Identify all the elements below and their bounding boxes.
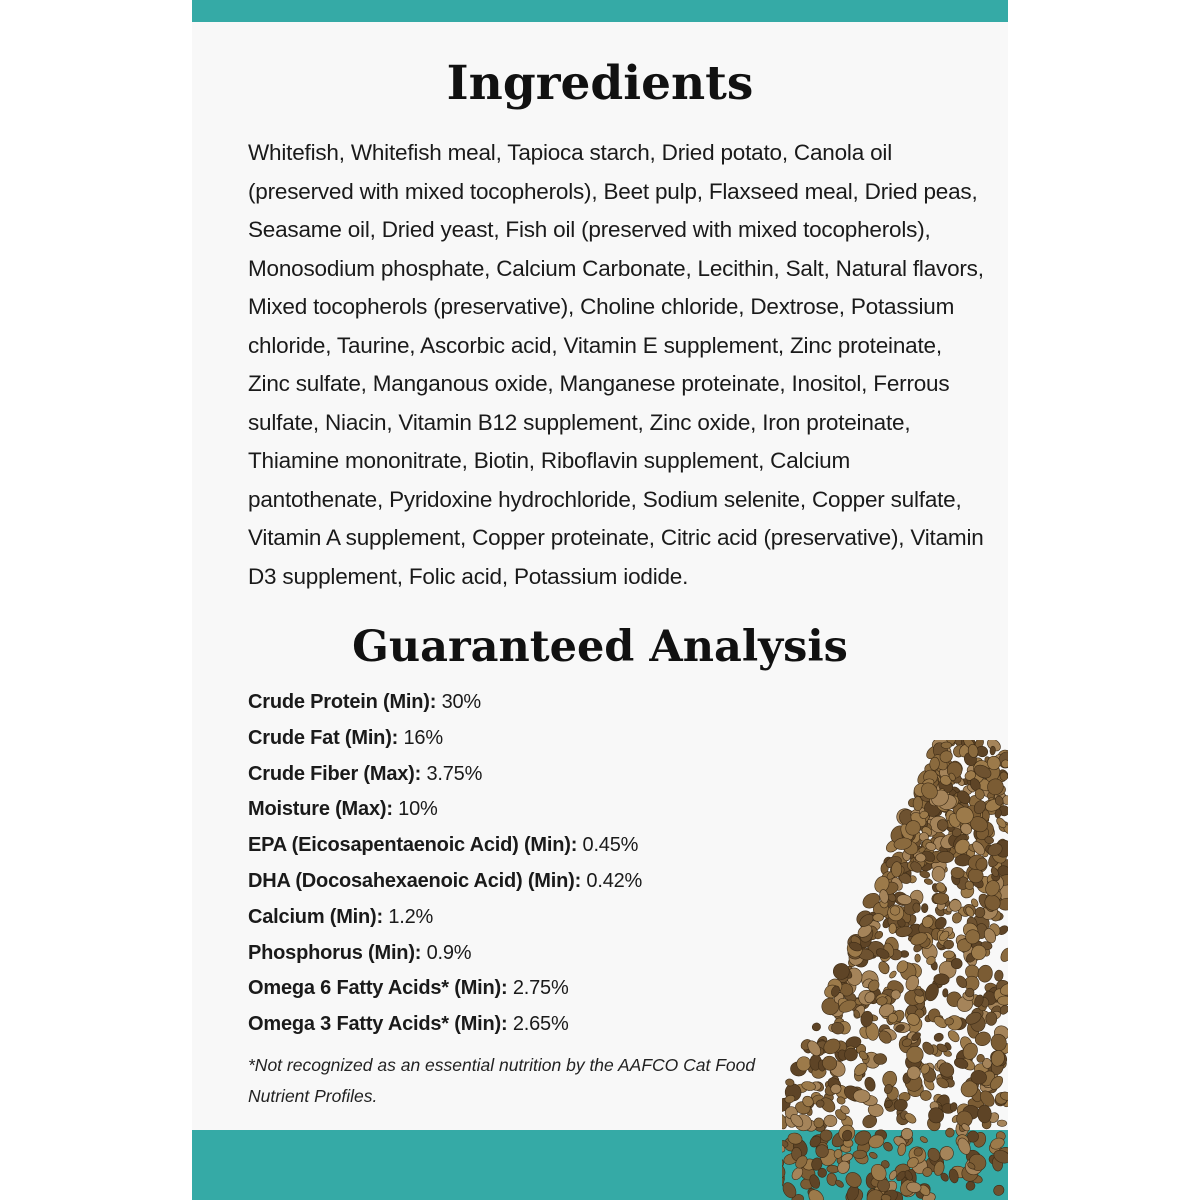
analysis-value: 3.75% — [426, 762, 483, 785]
kibble-piece — [986, 1012, 997, 1025]
analysis-value: 0.42% — [586, 869, 643, 892]
analysis-row — [248, 685, 808, 721]
analysis-value: 1.2% — [388, 905, 434, 928]
kibble-piece — [873, 913, 884, 921]
aafco-footnote: *Not recognized as an essential nutrition by the AAFCO Cat Food Nutrient Profiles. — [248, 1055, 756, 1106]
kibble-piece — [946, 1028, 961, 1043]
kibble-piece — [945, 1128, 954, 1138]
analysis-label: Omega 6 Fatty Acids* (Min): — [248, 977, 508, 1000]
analysis-label: EPA (Eicosapentaenoic Acid) (Min): — [248, 834, 578, 857]
kibble-piece — [997, 1120, 1007, 1127]
analysis-value: 30% — [441, 691, 482, 713]
analysis-value: 10% — [398, 798, 438, 821]
analysis-row — [248, 721, 808, 757]
kibble-piece — [977, 1054, 985, 1062]
kibble-piece — [889, 923, 897, 934]
analysis-list — [248, 685, 808, 1043]
kibble-piece — [877, 960, 891, 976]
analysis-label: DHA (Docosahexaenoic Acid) (Min): — [248, 869, 582, 892]
analysis-row — [248, 864, 808, 900]
guaranteed-analysis-heading: Guaranteed Analysis — [352, 622, 848, 672]
kibble-piece — [933, 1032, 944, 1043]
kibble-piece — [921, 903, 928, 913]
kibble-piece — [998, 996, 1008, 1005]
kibble-piece — [928, 1107, 944, 1123]
analysis-label: Crude Fat (Min): — [248, 726, 399, 749]
kibble-piece — [977, 1105, 991, 1123]
kibble-piece — [943, 951, 955, 959]
kibble-piece — [826, 1165, 839, 1174]
analysis-value: 2.75% — [512, 977, 569, 1000]
analysis-label: Omega 3 Fatty Acids* (Min): — [248, 1013, 508, 1036]
kibble-piece — [941, 742, 952, 749]
ingredients-heading: Ingredients — [446, 56, 754, 111]
kibble-piece — [824, 1115, 837, 1127]
analysis-label: Crude Protein (Min): — [248, 691, 437, 713]
analysis-label: Calcium (Min): — [248, 905, 383, 928]
kibble-piece — [863, 1076, 877, 1092]
analysis-row — [248, 971, 808, 1007]
kibble-piece — [811, 1022, 821, 1032]
kibble-piece — [919, 1135, 928, 1143]
kibble-piece — [923, 878, 933, 886]
kibble-piece — [937, 851, 954, 862]
analysis-value: 2.65% — [512, 1013, 569, 1036]
analysis-row — [248, 900, 808, 936]
analysis-row — [248, 792, 808, 828]
analysis-value: 0.45% — [582, 834, 639, 857]
analysis-row — [248, 828, 808, 864]
analysis-row — [248, 936, 808, 972]
label-panel — [192, 0, 1008, 1200]
kibble-piece — [990, 746, 996, 755]
analysis-row — [248, 1007, 808, 1043]
analysis-value: 16% — [403, 726, 443, 749]
kibble-piece — [888, 970, 897, 980]
kibble-piece — [942, 988, 948, 997]
kibble-piece — [915, 954, 921, 962]
ingredients-text: Whitefish, Whitefish meal, Tapioca starch, Dried potato, Canola oil (preserved with mixed tocopherols), Beet pulp, Flaxseed meal, Dried peas, Seasame oil, Dried yeast, Fish oil (preserved with mixed tocopherols), Monosodium phosphate, Calcium Carbonate, Lecithin, Salt, Natural flavors, Mixed tocopherols (preservative), Choline chloride, Dextrose, Potassium chloride, Taurine, Ascorbic acid, Vitamin E supplement, Zinc proteinate, Zinc sulfate, Manganous oxide, Manganese proteinate, Inositol, Ferrous sulfate, Niacin, Vitamin B12 supplement, Zinc oxide, Iron proteinate, Thiamine mononitrate, Biotin, Riboflavin supplement, Calcium pantothenate, Pyridoxine hydrochloride, Sodium selenite, Copper sulfate, Vitamin A supplement, Copper proteinate, Citric acid (preservative), Vitamin D3 supplement, Folic acid, Potassium iodide. — [248, 140, 984, 589]
kibble-piece — [994, 970, 1004, 982]
kibble-piece — [999, 946, 1008, 963]
analysis-row — [248, 757, 808, 793]
kibble-pile-image — [782, 740, 1008, 1200]
top-accent-band — [192, 0, 1008, 22]
kibble-piece — [868, 1151, 878, 1160]
analysis-label: Crude Fiber (Max): — [248, 762, 422, 785]
kibble-piece — [977, 964, 994, 983]
analysis-label: Phosphorus (Min): — [248, 941, 422, 964]
analysis-value: 0.9% — [426, 941, 472, 964]
kibble-piece — [992, 1183, 1007, 1198]
analysis-label: Moisture (Max): — [248, 798, 393, 821]
